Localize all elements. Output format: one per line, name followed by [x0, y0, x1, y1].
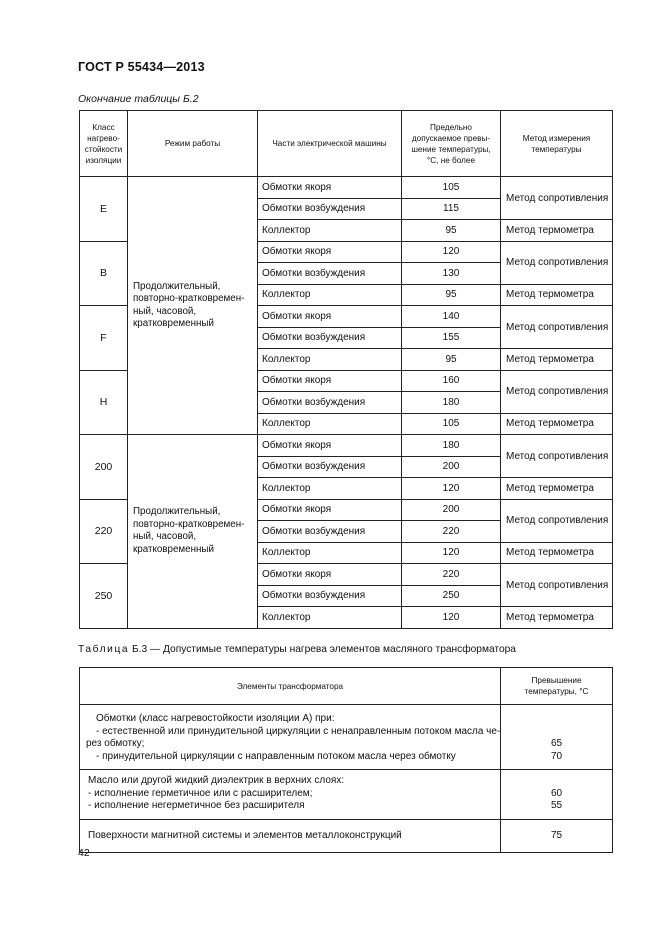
- value-line: 75: [550, 829, 563, 841]
- value-line: 70: [550, 750, 563, 762]
- part-cell: Обмотки возбуждения: [258, 521, 402, 543]
- part-cell: Коллектор: [258, 607, 402, 629]
- value-cell: 95: [402, 284, 501, 306]
- table-b3: [79, 667, 613, 853]
- elements-line: - исполнение герметичное или с расширителем;: [88, 787, 313, 799]
- class-cell: B: [80, 241, 128, 306]
- method-cell: Метод сопротивления: [501, 241, 613, 284]
- table-row: [80, 770, 613, 820]
- header-class-line: нагрево-: [87, 133, 120, 143]
- method-cell: Метод термометра: [501, 220, 613, 242]
- table-row: [80, 177, 613, 199]
- value-cell: 105: [402, 413, 501, 435]
- method-cell: Метод термометра: [501, 349, 613, 371]
- method-cell: Метод сопротивления: [501, 564, 613, 607]
- value-line: [501, 775, 612, 788]
- part-cell: Обмотки якоря: [258, 435, 402, 457]
- header-method: [501, 111, 613, 177]
- class-cell: F: [80, 306, 128, 371]
- value-cell: 120: [402, 241, 501, 263]
- part-cell: Коллектор: [258, 220, 402, 242]
- value-cell: 250: [402, 585, 501, 607]
- part-cell: Обмотки якоря: [258, 241, 402, 263]
- value-cell: 115: [402, 198, 501, 220]
- value-line: 55: [550, 800, 563, 811]
- table-b3-header-row: [80, 668, 613, 705]
- value-cell: 120: [402, 478, 501, 500]
- value-line: 65: [550, 738, 563, 749]
- value-cell: 160: [402, 370, 501, 392]
- class-cell: 250: [80, 564, 128, 629]
- page-number: 42: [78, 847, 90, 859]
- table-b3-caption-label: Таблица: [78, 644, 130, 655]
- method-cell: Метод сопротивления: [501, 499, 613, 542]
- header-parts: Части электрической машины: [258, 111, 402, 177]
- value-line: [501, 713, 612, 726]
- value-cell: 120: [402, 542, 501, 564]
- method-cell: Метод сопротивления: [501, 306, 613, 349]
- table-b3-caption: [78, 644, 516, 655]
- header-method-line: температуры: [531, 144, 582, 154]
- part-cell: Обмотки якоря: [258, 499, 402, 521]
- elements-cell: [80, 705, 501, 770]
- header-class-line: стойкости: [84, 144, 123, 154]
- part-cell: Обмотки якоря: [258, 177, 402, 199]
- class-cell: 220: [80, 499, 128, 564]
- mode-line: Продолжительный,: [133, 280, 221, 292]
- table-row: [80, 435, 613, 457]
- values-cell: [501, 705, 613, 770]
- method-cell: Метод сопротивления: [501, 435, 613, 478]
- part-cell: Обмотки возбуждения: [258, 263, 402, 285]
- table-b3-caption-text: Б.3 — Допустимые температуры нагрева элементов масляного трансформатора: [132, 644, 516, 655]
- table-b2-header-row: [80, 111, 613, 177]
- value-cell: 180: [402, 435, 501, 457]
- method-cell: Метод термометра: [501, 478, 613, 500]
- part-cell: Коллектор: [258, 413, 402, 435]
- table-row: [80, 705, 613, 770]
- header-rise-line: температуры, °С: [524, 687, 589, 696]
- header-mode: Режим работы: [128, 111, 258, 177]
- method-cell: Метод термометра: [501, 542, 613, 564]
- elements-cell: [80, 770, 501, 820]
- mode-line: повторно-кратковремен-: [133, 293, 245, 304]
- value-cell: 220: [402, 521, 501, 543]
- part-cell: Обмотки возбуждения: [258, 198, 402, 220]
- method-cell: Метод сопротивления: [501, 370, 613, 413]
- mode-line: кратковременный: [133, 318, 214, 329]
- part-cell: Коллектор: [258, 349, 402, 371]
- value-cell: 105: [402, 177, 501, 199]
- header-limit-line: допускаемое превы-: [411, 133, 491, 143]
- method-cell: Метод сопротивления: [501, 177, 613, 220]
- header-rise-line: Превышение: [531, 676, 582, 685]
- value-cell: 155: [402, 327, 501, 349]
- part-cell: Коллектор: [258, 478, 402, 500]
- value-line: 60: [550, 787, 563, 799]
- part-cell: Обмотки возбуждения: [258, 392, 402, 414]
- mode-line: кратковременный: [133, 543, 214, 555]
- header-class: [80, 111, 128, 177]
- value-cell: 120: [402, 607, 501, 629]
- mode-line: ный, часовой,: [133, 531, 197, 543]
- table-row: [80, 819, 613, 853]
- elements-line: - принудительной циркуляции с направленным потоком масла через обмотку: [96, 750, 456, 762]
- header-rise: [501, 668, 613, 705]
- elements-line: Обмотки (класс нагревостойкости изоляции А) при:: [96, 713, 335, 724]
- class-cell: E: [80, 177, 128, 242]
- value-cell: 200: [402, 499, 501, 521]
- value-cell: 220: [402, 564, 501, 586]
- table-b2-caption: Окончание таблицы Б.2: [78, 93, 199, 105]
- header-limit-line: °С, не более: [426, 155, 476, 165]
- value-cell: 130: [402, 263, 501, 285]
- mode-cell: [128, 435, 258, 629]
- mode-cell: [128, 177, 258, 435]
- value-cell: 140: [402, 306, 501, 328]
- header-class-line: Класс: [92, 122, 115, 132]
- part-cell: Обмотки якоря: [258, 564, 402, 586]
- part-cell: Обмотки возбуждения: [258, 327, 402, 349]
- part-cell: Обмотки возбуждения: [258, 456, 402, 478]
- header-class-line: изоляции: [85, 155, 122, 165]
- elements-cell: [80, 819, 501, 853]
- class-cell: H: [80, 370, 128, 435]
- header-method-line: Метод измерения: [522, 133, 591, 143]
- method-cell: Метод термометра: [501, 284, 613, 306]
- values-cell: [501, 770, 613, 820]
- value-cell: 180: [402, 392, 501, 414]
- method-cell: Метод термометра: [501, 413, 613, 435]
- value-line: [501, 726, 612, 739]
- header-limit: [402, 111, 501, 177]
- mode-line: ный, часовой,: [133, 305, 197, 317]
- class-cell: 200: [80, 435, 128, 500]
- value-cell: 95: [402, 220, 501, 242]
- header-limit-line: Предельно: [430, 122, 472, 132]
- elements-line: - естественной или принудительной циркуляции с ненаправленным потоком масла че-: [96, 725, 501, 737]
- part-cell: Обмотки якоря: [258, 370, 402, 392]
- part-cell: Обмотки возбуждения: [258, 585, 402, 607]
- header-elements: Элементы трансформатора: [80, 668, 501, 705]
- part-cell: Обмотки якоря: [258, 306, 402, 328]
- part-cell: Коллектор: [258, 542, 402, 564]
- method-cell: Метод термометра: [501, 607, 613, 629]
- values-cell: [501, 819, 613, 853]
- elements-line: - исполнение негерметичное без расширителя: [88, 800, 305, 811]
- elements-line: Поверхности магнитной системы и элементов металлоконструкций: [88, 829, 402, 841]
- document-title: ГОСТ Р 55434—2013: [78, 60, 205, 74]
- table-b2: [79, 110, 613, 629]
- part-cell: Коллектор: [258, 284, 402, 306]
- mode-line: Продолжительный,: [133, 506, 221, 518]
- value-cell: 95: [402, 349, 501, 371]
- elements-line: Масло или другой жидкий диэлектрик в верхних слоях:: [88, 775, 345, 786]
- header-limit-line: шение температуры,: [411, 144, 491, 154]
- mode-line: повторно-кратковремен-: [133, 518, 245, 530]
- value-cell: 200: [402, 456, 501, 478]
- elements-line: рез обмотку;: [86, 738, 145, 749]
